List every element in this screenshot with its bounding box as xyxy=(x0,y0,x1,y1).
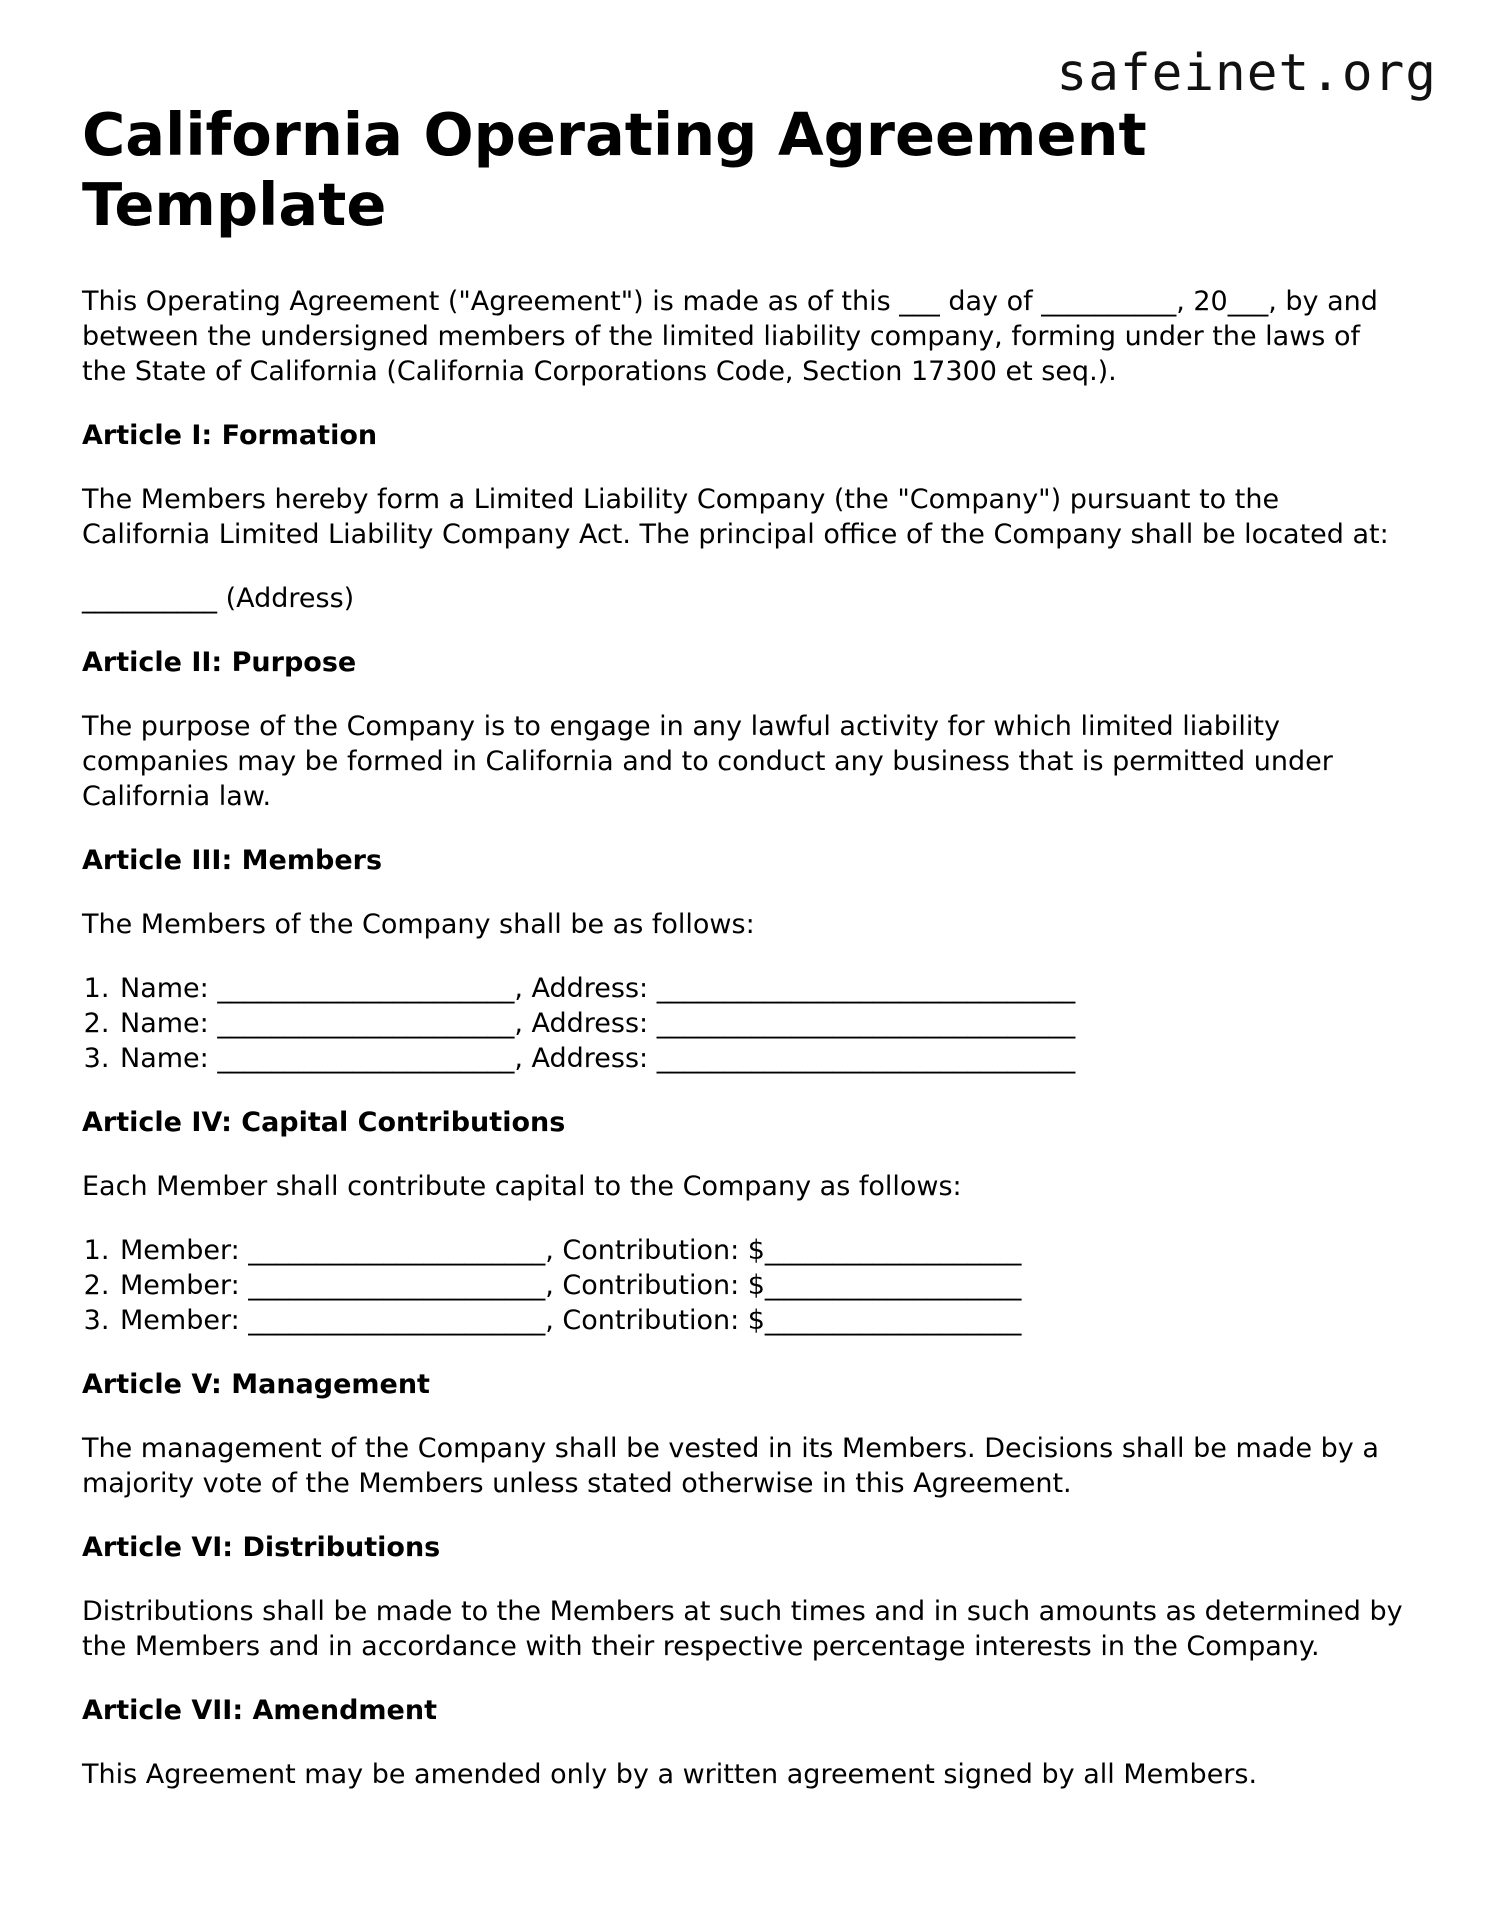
list-item: 2. Name: ______________________, Address: _______________________________ xyxy=(118,1006,1412,1041)
intro-paragraph: This Operating Agreement ("Agreement") is made as of this ___ day of __________, 20___, by and between the undersigned members of the limited liability company, forming under the laws of the State of California (California Corporations Code, Section 17300 et seq.). xyxy=(82,286,1378,387)
article-5-heading: Article V: Management xyxy=(82,1369,430,1400)
address-line: __________ (Address) xyxy=(82,583,355,614)
article-4-heading: Article IV: Capital Contributions xyxy=(82,1107,566,1138)
watermark: safeinet.org xyxy=(1056,44,1437,103)
members-list xyxy=(82,971,1412,1076)
article-5-body: The management of the Company shall be vested in its Members. Decisions shall be made by a majority vote of the Members unless stated otherwise in this Agreement. xyxy=(82,1433,1379,1499)
article-4-body: Each Member shall contribute capital to the Company as follows: xyxy=(82,1171,962,1202)
contributions-list xyxy=(82,1233,1412,1338)
article-6-body: Distributions shall be made to the Members at such times and in such amounts as determined by the Members and in accordance with their respective percentage interests in the Company. xyxy=(82,1596,1403,1662)
list-item: 1. Member: ______________________, Contribution: $___________________ xyxy=(118,1233,1412,1268)
article-6-heading: Article VI: Distributions xyxy=(82,1532,441,1563)
document-page xyxy=(82,100,1412,1792)
article-1-heading: Article I: Formation xyxy=(82,420,378,451)
article-1-body: The Members hereby form a Limited Liability Company (the "Company") pursuant to the California Limited Liability Company Act. The principal office of the Company shall be located at: xyxy=(82,484,1389,550)
article-3-heading: Article III: Members xyxy=(82,845,383,876)
list-item: 3. Member: ______________________, Contribution: $___________________ xyxy=(118,1303,1412,1338)
list-item: 1. Name: ______________________, Address: _______________________________ xyxy=(118,971,1412,1006)
list-item: 2. Member: ______________________, Contribution: $___________________ xyxy=(118,1268,1412,1303)
article-7-body: This Agreement may be amended only by a written agreement signed by all Members. xyxy=(82,1759,1258,1790)
article-7-heading: Article VII: Amendment xyxy=(82,1695,437,1726)
document-title: California Operating Agreement Template xyxy=(82,100,1147,239)
article-2-heading: Article II: Purpose xyxy=(82,647,357,678)
article-2-body: The purpose of the Company is to engage in any lawful activity for which limited liability companies may be formed in California and to conduct any business that is permitted under California law. xyxy=(82,711,1333,812)
article-3-body: The Members of the Company shall be as follows: xyxy=(82,909,755,940)
list-item: 3. Name: ______________________, Address: _______________________________ xyxy=(118,1041,1412,1076)
